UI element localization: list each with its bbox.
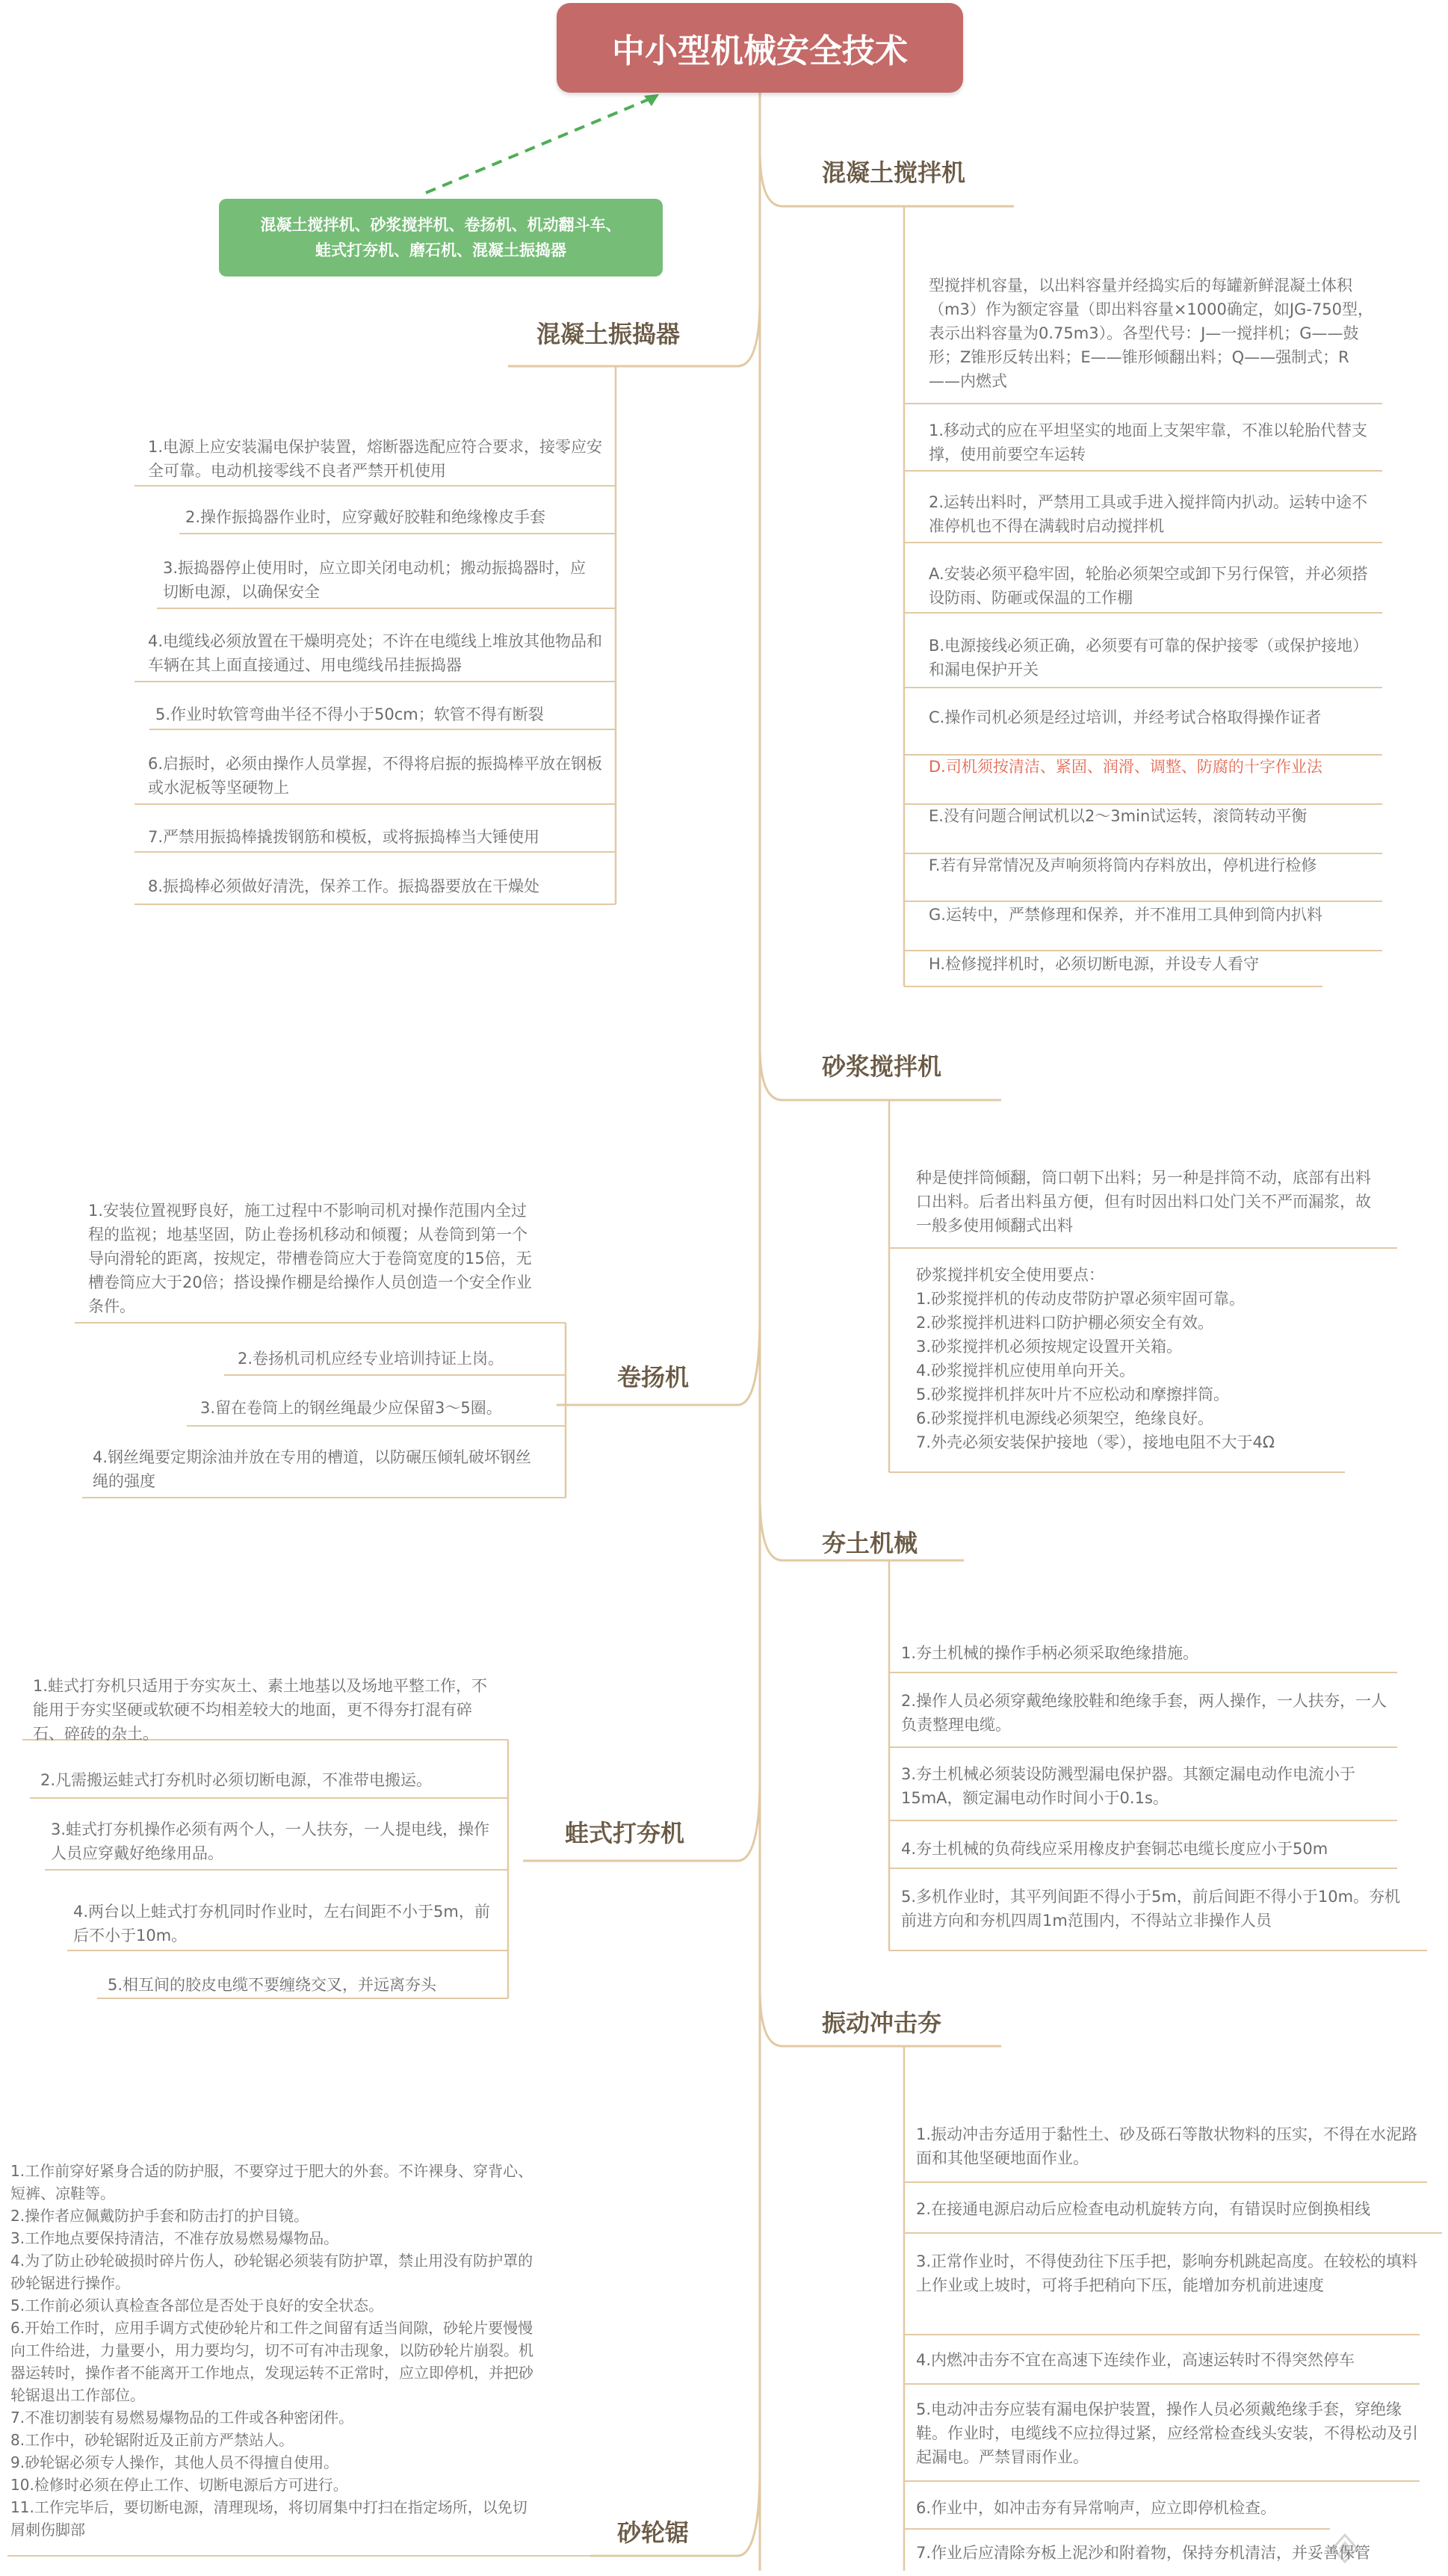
mixer-item-2: 2.运转出料时，严禁用工具或手进入搅拌筒内扒动。运转中途不准停机也不得在满载时启动搅拌机 [929, 493, 1368, 535]
topic-frog-rammer: 蛙式打夯机 [565, 1819, 685, 1847]
saw-item-0: 1.工作前穿好紧身合适的防护服，不要穿过于肥大的外套。不许裸身、穿背心、短裤、凉鞋等。 2.操作者应佩戴防护手套和防击打的护目镜。 3.工作地点要保持清洁，不准存放易燃易爆物品。 4.为了防止砂轮破损时碎片伤人，砂轮锯必须装有防护罩，禁止用没有防护罩的砂轮锯进行操作。 5.工作前必须认真检查各部位是否处于良好的安全状态。 6.开始工作时，应用手调方式使砂轮片和工件之间留有适当间隙，砂轮片要慢慢向工件给进，力量要小，用力要均匀，切不可有冲击现象，以防砂轮片崩裂。机器运转时，操作者不能离开工作地点，发现运转不正常时，应立即停机，并把砂轮锯退出工作部位。 7.不准切割装有易燃易爆物品的工件或各种密闭件。 8.工作中，砂轮锯附近及正前方严禁站人。 9.砂轮锯必须专人操作，其他人员不得擅自使用。 10.检修时必须在停止工作、切断电源后方可进行。 11.工作完毕后，要切断电源，清理现场，将切屑集中打扫在指定场所，以免切屑刺伤脚部 [10, 2162, 533, 2539]
mixer-item-3: A.安装必须平稳牢固，轮胎必须架空或卸下另行保管，并必须搭设防雨、防砸或保温的工作棚 [929, 565, 1368, 607]
winch-item-1: 2.卷扬机司机应经专业培训持证上岗。 [238, 1350, 504, 1368]
tamper-item-1: 2.操作人员必须穿戴绝缘胶鞋和绝缘手套，两人操作，一人扶夯，一人负责整理电缆。 [901, 1692, 1387, 1734]
tamper-item-3: 4.夯土机械的负荷线应采用橡皮护套铜芯电缆长度应小于50m [901, 1840, 1328, 1858]
watermark-logo-icon [1322, 2533, 1367, 2563]
topic-mortar-mixer: 砂浆搅拌机 [822, 1052, 942, 1081]
vibrator-item-4: 5.作业时软管弯曲半径不得小于50cm；软管不得有断裂 [155, 705, 544, 723]
winch-item-0: 1.安装位置视野良好，施工过程中不影响司机对操作范围内全过程的监视；地基坚固，防止卷扬机移动和倾覆；从卷筒到第一个导向滑轮的距离，按规定，带槽卷筒应大于卷筒宽度的15倍，无槽卷筒应大于20倍；搭设操作棚是给操作人员创造一个安全作业条件。 [88, 1202, 532, 1315]
topic-concrete-vibrator: 混凝土振捣器 [536, 320, 681, 348]
topic-abrasive-saw: 砂轮锯 [617, 2518, 690, 2547]
note-connector-arrow [426, 96, 658, 193]
mixer-item-5: C.操作司机必须是经过培训，并经考试合格取得操作证者 [929, 708, 1322, 726]
summary-note [219, 199, 663, 277]
rammer-item-2: 3.正常作业时，不得使劲往下压手把，影响夯机跳起高度。在较松的填料上作业或上坡时，可将手把稍向下压，能增加夯机前进速度 [916, 2252, 1418, 2294]
frog-item-3: 4.两台以上蛙式打夯机同时作业时，左右间距不小于5m，前后不小于10m。 [73, 1903, 490, 1945]
rammer-item-6: 7.作业后应清除夯板上泥沙和附着物，保持夯机清洁，并妥善保管 [916, 2544, 1371, 2562]
vibrator-item-0: 1.电源上应安装漏电保护装置，熔断器选配应符合要求，接零应安全可靠。电动机接零线不良者严禁开机使用 [148, 438, 603, 480]
mortar-item-1: 砂浆搅拌机安全使用要点： 1.砂浆搅拌机的传动皮带防护罩必须牢固可靠。 2.砂浆搅拌机进料口防护棚必须安全有效。 3.砂浆搅拌机必须按规定设置开关箱。 4.砂浆搅拌机应使用单向开关。 5.砂浆搅拌机拌灰叶片不应松动和摩擦拌筒。 6.砂浆搅拌机电源线必须架空，绝缘良好。 7.外壳必须安装保护接地（零），接地电阻不大于4Ω [916, 1266, 1275, 1451]
mortar-item-0: 种是使拌筒倾翻，筒口朝下出料；另一种是拌筒不动，底部有出料口出料。后者出料虽方便，但有时因出料口处门关不严而漏浆，故一般多使用倾翻式出料 [916, 1169, 1371, 1235]
winch-item-3: 4.钢丝绳要定期涂油并放在专用的槽道，以防碾压倾轧破坏钢丝绳的强度 [93, 1448, 532, 1490]
summary-note-text: 混凝土搅拌机、砂浆搅拌机、卷扬机、机动翻斗车、 蛙式打夯机、磨石机、混凝土振捣器 [260, 216, 622, 259]
frog-item-2: 3.蛙式打夯机操作必须有两个人，一人扶夯，一人提电线，操作人员应穿戴好绝缘用品。 [51, 1820, 490, 1862]
mixer-item-0: 型搅拌机容量，以出料容量并经捣实后的每罐新鲜混凝土体积（m3）作为额定容量（即出料容量×1000确定，如JG-750型，表示出料容量为0.75m3）。各型代号：J—一搅拌机；G——鼓形；Z锥形反转出料；E——锥形倾翻出料；Q——强制式；R——内燃式 [929, 277, 1373, 390]
rammer-item-0: 1.振动冲击夯适用于黏性土、砂及砾石等散状物料的压实，不得在水泥路面和其他坚硬地面作业。 [916, 2125, 1418, 2167]
vibrator-item-1: 2.操作振捣器作业时，应穿戴好胶鞋和绝缘橡皮手套 [185, 508, 546, 526]
rammer-item-5: 6.作业中，如冲击夯有异常响声，应立即停机检查。 [916, 2499, 1277, 2517]
mixer-item-4: B.电源接线必须正确，必须要有可靠的保护接零（或保护接地）和漏电保护开关 [929, 637, 1369, 679]
rammer-item-4: 5.电动冲击夯应装有漏电保护装置，操作人员必须戴绝缘手套，穿绝缘鞋。作业时，电缆线不应拉得过紧，应经常检查线头安装，不得松动及引起漏电。严禁冒雨作业。 [916, 2400, 1418, 2466]
rammer-item-1: 2.在接通电源启动后应检查电动机旋转方向，有错误时应倒换相线 [916, 2200, 1371, 2218]
vibrator-item-7: 8.振捣棒必须做好清洗，保养工作。振捣器要放在干燥处 [148, 877, 540, 895]
mixer-item-7: E.没有问题合闸试机以2～3min试运转，滚筒转动平衡 [929, 807, 1308, 825]
frog-item-4: 5.相互间的胶皮电缆不要缠绕交叉，并远离夯头 [108, 1976, 437, 1994]
mixer-item-6: D.司机须按清洁、紧固、润滑、调整、防腐的十字作业法 [929, 758, 1322, 776]
frog-item-1: 2.凡需搬运蛙式打夯机时必须切断电源，不准带电搬运。 [40, 1771, 433, 1789]
mixer-item-10: H.检修搅拌机时，必须切断电源，并设专人看守 [929, 955, 1260, 973]
topic-winch: 卷扬机 [617, 1363, 690, 1392]
mixer-item-1: 1.移动式的应在平坦坚实的地面上支架牢靠，不准以轮胎代替支撑，使用前要空车运转 [929, 421, 1368, 463]
topic-concrete-mixer: 混凝土搅拌机 [822, 158, 966, 187]
root-title: 中小型机械安全技术 [557, 3, 963, 93]
mixer-item-9: G.运转中，严禁修理和保养，并不准用工具伸到筒内扒料 [929, 906, 1322, 924]
tamper-item-4: 5.多机作业时，其平列间距不得小于5m，前后间距不得小于10m。夯机前进方向和夯机四周1m范围内，不得站立非操作人员 [901, 1888, 1401, 1930]
topic-tamping-machine: 夯土机械 [822, 1529, 918, 1557]
vibrator-item-6: 7.严禁用振捣棒撬拨钢筋和模板，或将振捣棒当大锤使用 [148, 828, 540, 846]
vibrator-item-3: 4.电缆线必须放置在干燥明亮处；不许在电缆线上堆放其他物品和车辆在其上面直接通过、用电缆线吊挂振捣器 [148, 632, 603, 674]
vibrator-item-2: 3.振捣器停止使用时，应立即关闭电动机；搬动振捣器时，应切断电源，以确保安全 [163, 559, 587, 601]
tamper-item-0: 1.夯土机械的操作手柄必须采取绝缘措施。 [901, 1644, 1199, 1662]
vibrator-item-5: 6.启振时，必须由操作人员掌握，不得将启振的振捣棒平放在钢板或水泥板等坚硬物上 [148, 755, 603, 797]
mixer-item-8: F.若有异常情况及声响须将筒内存料放出，停机进行检修 [929, 856, 1317, 874]
winch-item-2: 3.留在卷筒上的钢丝绳最少应保留3～5圈。 [200, 1399, 502, 1417]
rammer-item-3: 4.内燃冲击夯不宜在高速下连续作业，高速运转时不得突然停车 [916, 2351, 1355, 2369]
tamper-item-2: 3.夯土机械必须装设防溅型漏电保护器。其额定漏电动作电流小于15mA，额定漏电动作时间小于0.1s。 [901, 1765, 1356, 1807]
topic-vibratory-rammer: 振动冲击夯 [822, 2009, 942, 2037]
frog-item-0: 1.蛙式打夯机只适用于夯实灰土、素土地基以及场地平整工作，不能用于夯实坚硬或软硬不均相差较大的地面，更不得夯打混有碎石、碎砖的杂土。 [33, 1677, 488, 1743]
